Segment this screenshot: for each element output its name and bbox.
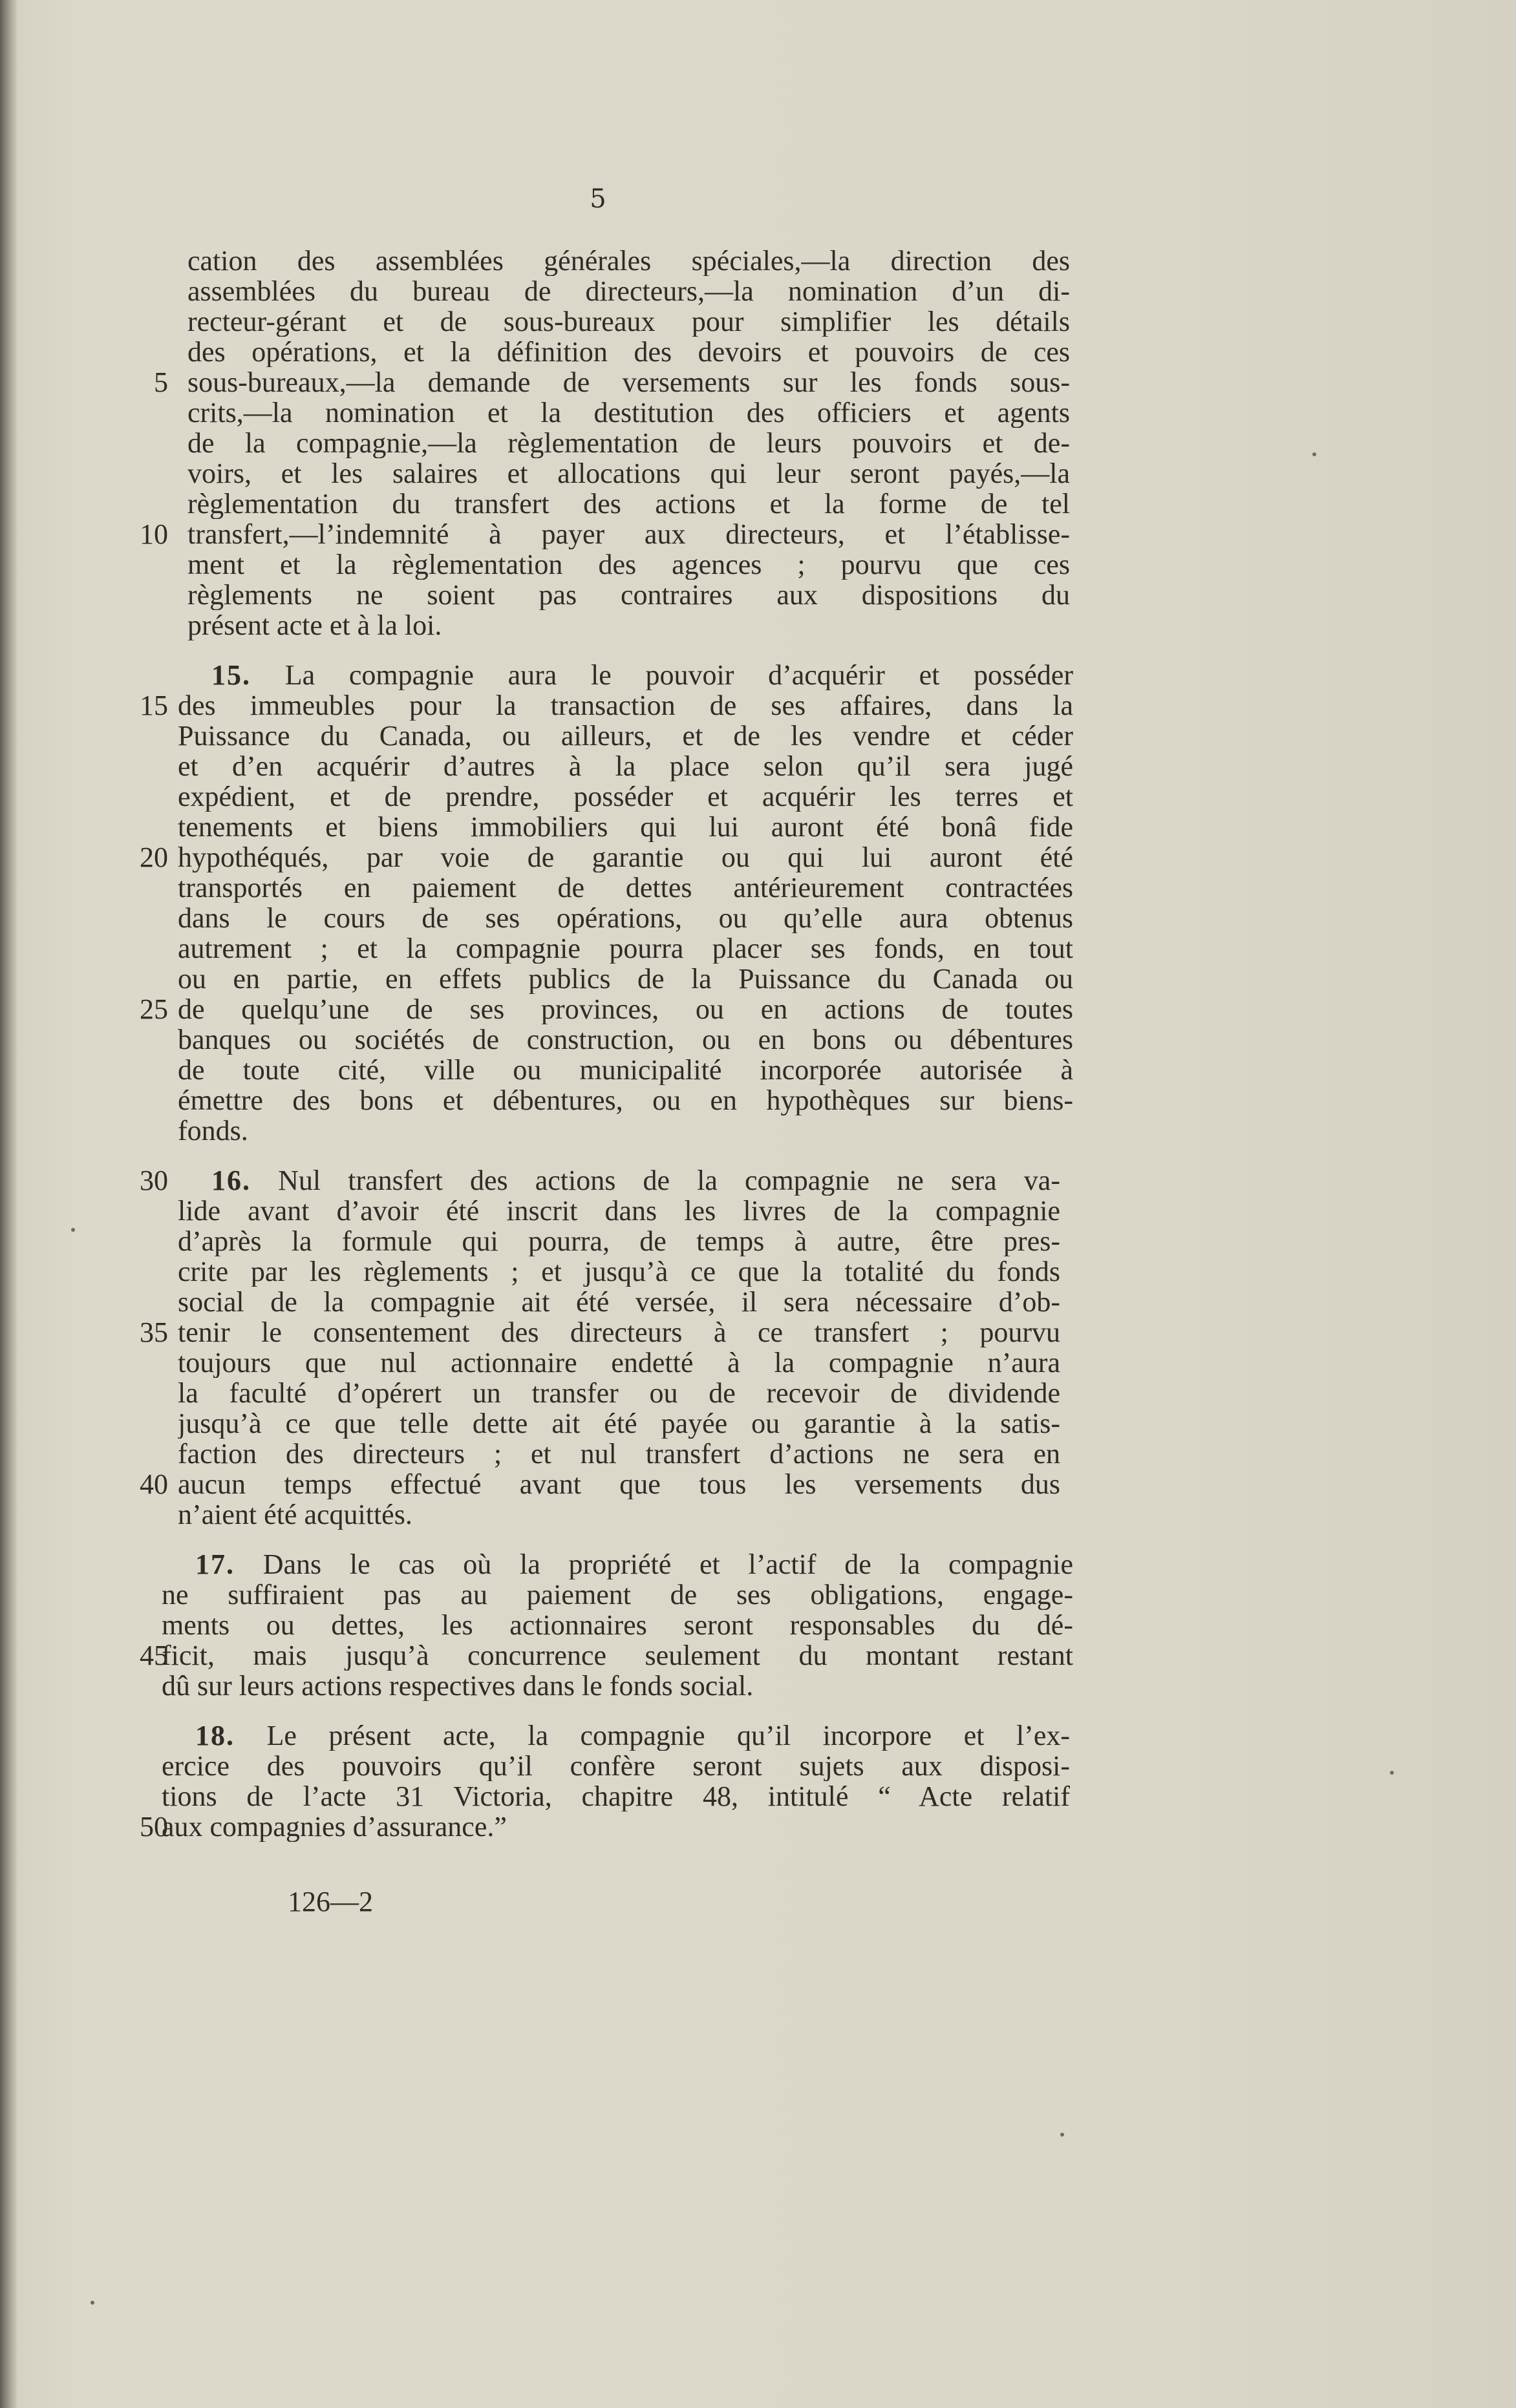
text-line xyxy=(123,812,1073,842)
line-text: tenements et biens immobiliers qui lui auront été bonâ fide xyxy=(178,812,1073,842)
line-text xyxy=(195,1720,1070,1751)
paragraph xyxy=(123,1720,1070,1843)
margin-line-number: 10 xyxy=(140,518,168,550)
text-line xyxy=(123,366,1070,398)
paragraph-gap xyxy=(123,1530,1015,1549)
line-text: et d’en acquérir d’autres à la place selon qu’il sera jugé xyxy=(178,751,1073,781)
line-text: des immeubles pour la transaction de ses affaires, dans la xyxy=(178,690,1073,721)
line-body: Dans le cas où la propriété et l’actif de la compagnie xyxy=(262,1549,1073,1579)
margin-line-number: 50 xyxy=(140,1811,168,1843)
text-line xyxy=(123,1408,1060,1439)
line-text: assemblées du bureau de directeurs,—la nomination d’un di- xyxy=(187,276,1070,306)
line-text: ou en partie, en effets publics de la Puissance du Canada ou xyxy=(178,964,1073,994)
text-line xyxy=(123,1640,1073,1671)
text-line xyxy=(123,841,1073,873)
line-text: transfert,—l’indemnité à payer aux directeurs, et l’établisse- xyxy=(187,519,1070,549)
section-number: 17. xyxy=(195,1549,235,1579)
line-text: ments ou dettes, les actionnaires seront responsables du dé- xyxy=(162,1610,1073,1640)
footer-code: 126—2 xyxy=(288,1886,373,1917)
line-body: Le présent acte, la compagnie qu’il incorpore et l’ex- xyxy=(266,1720,1070,1751)
margin-line-number: 35 xyxy=(140,1316,168,1348)
text-line xyxy=(123,1316,1060,1348)
text-line xyxy=(123,1579,1073,1610)
section-number: 16. xyxy=(211,1165,251,1196)
text-line xyxy=(123,1196,1060,1226)
paper-speck xyxy=(1060,2133,1064,2137)
margin-line-number: 40 xyxy=(140,1468,168,1500)
text-line xyxy=(123,721,1073,751)
text-line xyxy=(123,1055,1073,1085)
line-text: tenir le consentement des directeurs à ce transfert ; pourvu xyxy=(178,1317,1060,1347)
text-line xyxy=(123,1347,1060,1378)
line-text: recteur-gérant et de sous-bureaux pour simplifier les détails xyxy=(187,306,1070,337)
paragraph-gap xyxy=(123,1701,1015,1720)
line-text: ne suffiraient pas au paiement de ses obligations, engage- xyxy=(162,1579,1073,1610)
text-line xyxy=(123,549,1070,580)
paragraph xyxy=(123,660,1073,1146)
paragraph-gap xyxy=(123,1146,1015,1165)
text-line xyxy=(123,781,1073,812)
text-line xyxy=(123,276,1070,306)
line-text: règlementation du transfert des actions et la forme de tel xyxy=(187,489,1070,519)
text-line xyxy=(123,872,1073,903)
line-text: voirs, et les salaires et allocations qui leur seront payés,—la xyxy=(187,458,1070,489)
text-line xyxy=(123,337,1070,367)
text-line xyxy=(123,428,1070,458)
text-line xyxy=(123,1226,1060,1256)
line-text: règlements ne soient pas contraires aux dispositions du xyxy=(187,580,1070,610)
page-number: 5 xyxy=(590,184,606,214)
text-line xyxy=(123,1256,1060,1287)
text-line xyxy=(123,1115,1015,1146)
text-line xyxy=(123,1781,1070,1811)
text-line xyxy=(123,903,1073,933)
text-line xyxy=(123,489,1070,519)
text-line xyxy=(123,610,1015,640)
line-text: des opérations, et la définition des devoirs et pouvoirs de ces xyxy=(187,337,1070,367)
margin-line-number: 25 xyxy=(140,993,168,1025)
line-text: présent acte et à la loi. xyxy=(187,610,442,640)
line-text: la faculté d’opérert un transfer ou de recevoir de dividende xyxy=(178,1378,1060,1408)
line-text: Puissance du Canada, ou ailleurs, et de les vendre et céder xyxy=(178,721,1073,751)
text-line xyxy=(123,246,1070,276)
paragraph xyxy=(123,1549,1073,1701)
text-line xyxy=(123,1378,1060,1408)
paper-speck xyxy=(1390,1771,1394,1775)
line-text: n’aient été acquittés. xyxy=(178,1499,412,1530)
text-line xyxy=(123,1671,1015,1701)
paragraph xyxy=(123,246,1070,640)
margin-line-number: 45 xyxy=(140,1640,168,1671)
line-text: de la compagnie,—la règlementation de leurs pouvoirs et de- xyxy=(187,428,1070,458)
line-text: dans le cours de ses opérations, ou qu’elle aura obtenus xyxy=(178,903,1073,933)
text-line xyxy=(123,1468,1060,1500)
text-line xyxy=(123,1085,1073,1115)
line-text: crite par les règlements ; et jusqu’à ce que la totalité du fonds xyxy=(178,1256,1060,1287)
margin-line-number: 20 xyxy=(140,841,168,873)
line-text: crits,—la nomination et la destitution des officiers et agents xyxy=(187,397,1070,428)
line-text: autrement ; et la compagnie pourra placer ses fonds, en tout xyxy=(178,933,1073,964)
paper-speck xyxy=(71,1228,75,1232)
line-text: ficit, mais jusqu’à concurrence seulement du montant restant xyxy=(162,1640,1073,1671)
line-text: toujours que nul actionnaire endetté à la compagnie n’aura xyxy=(178,1347,1060,1378)
line-text: jusqu’à ce que telle dette ait été payée ou garantie à la satis- xyxy=(178,1408,1060,1439)
line-text: de quelqu’une de ses provinces, ou en actions de toutes xyxy=(178,994,1073,1024)
text-line xyxy=(123,458,1070,489)
line-text: dû sur leurs actions respectives dans le fonds social. xyxy=(162,1671,754,1701)
line-text: banques ou sociétés de construction, ou en bons ou débentures xyxy=(178,1024,1073,1055)
line-text: sous-bureaux,—la demande de versements sur les fonds sous- xyxy=(187,367,1070,397)
line-text: ment et la règlementation des agences ; pourvu que ces xyxy=(187,549,1070,580)
text-line xyxy=(123,690,1073,721)
paragraph xyxy=(123,1165,1060,1530)
line-text: d’après la formule qui pourra, de temps à autre, être pres- xyxy=(178,1226,1060,1256)
line-text: cation des assemblées générales spéciales,—la direction des xyxy=(187,246,1070,276)
margin-line-number: 30 xyxy=(140,1165,168,1196)
line-text: émettre des bons et débentures, ou en hypothèques sur biens- xyxy=(178,1085,1073,1115)
line-text: fonds. xyxy=(178,1115,248,1146)
paragraph-gap xyxy=(123,640,1015,660)
text-line xyxy=(123,1811,1015,1842)
text-line xyxy=(123,1751,1070,1781)
line-text: ercice des pouvoirs qu’il confère seront sujets aux disposi- xyxy=(162,1751,1070,1781)
document-body xyxy=(123,246,1073,1843)
text-line xyxy=(123,993,1073,1025)
line-text: social de la compagnie ait été versée, il sera nécessaire d’ob- xyxy=(178,1287,1060,1317)
line-text: aux compagnies d’assurance.” xyxy=(162,1811,507,1842)
line-body: Nul transfert des actions de la compagnie ne sera va- xyxy=(278,1165,1060,1196)
text-line xyxy=(123,306,1070,337)
text-line xyxy=(123,1720,1070,1751)
line-text: expédient, et de prendre, posséder et acquérir les terres et xyxy=(178,781,1073,812)
line-text: transportés en paiement de dettes antérieurement contractées xyxy=(178,872,1073,903)
line-text: tions de l’acte 31 Victoria, chapitre 48, intitulé “ Acte relatif xyxy=(162,1781,1070,1811)
text-line xyxy=(123,397,1070,428)
text-line xyxy=(123,580,1070,610)
line-text: lide avant d’avoir été inscrit dans les livres de la compagnie xyxy=(178,1196,1060,1226)
line-body: La compagnie aura le pouvoir d’acquérir et posséder xyxy=(284,660,1073,690)
paper-speck xyxy=(91,2301,94,2305)
text-line xyxy=(123,660,1073,690)
line-text: hypothéqués, par voie de garantie ou qui lui auront été xyxy=(178,842,1073,872)
line-text xyxy=(211,660,1073,690)
section-number: 15. xyxy=(211,660,251,690)
text-line xyxy=(123,518,1070,550)
text-line xyxy=(123,1165,1060,1196)
text-line xyxy=(123,1549,1073,1579)
line-text: faction des directeurs ; et nul transfert d’actions ne sera en xyxy=(178,1439,1060,1469)
text-line xyxy=(123,1287,1060,1317)
margin-line-number: 15 xyxy=(140,690,168,721)
text-line xyxy=(123,1610,1073,1640)
text-line xyxy=(123,1024,1073,1055)
text-line xyxy=(123,1439,1060,1469)
line-text: de toute cité, ville ou municipalité incorporée autorisée à xyxy=(178,1055,1073,1085)
line-text xyxy=(195,1549,1073,1579)
paper-speck xyxy=(1312,452,1316,456)
line-text: aucun temps effectué avant que tous les versements dus xyxy=(178,1469,1060,1499)
section-number: 18. xyxy=(195,1720,235,1751)
margin-line-number: 5 xyxy=(154,366,168,398)
page-binding-edge xyxy=(0,0,17,2408)
text-line xyxy=(123,964,1073,994)
text-line xyxy=(123,1499,1015,1530)
text-line xyxy=(123,751,1073,781)
line-text xyxy=(211,1165,1060,1196)
text-line xyxy=(123,933,1073,964)
